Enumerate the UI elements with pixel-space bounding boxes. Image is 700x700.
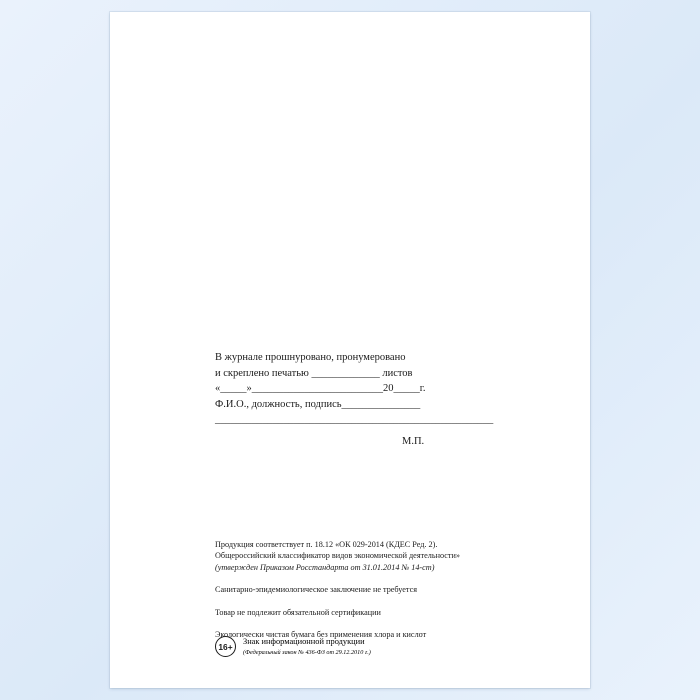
stamp-place-label: М.П. — [402, 436, 425, 447]
document-sheet — [110, 12, 590, 688]
attestation-line-5: _____________________________________________________ — [215, 414, 494, 425]
info-product-mark — [215, 636, 371, 657]
attestation-line-3: «_____»_________________________20_____г. — [215, 383, 426, 394]
info-product-mark-subtitle: (Федеральный закон № 436-ФЗ от 29.12.2010 г.) — [243, 649, 371, 656]
legal-paragraph-3: Товар не подлежит обязательной сертификации — [215, 607, 381, 617]
attestation-line-1: В журнале прошнуровано, пронумеровано — [215, 352, 406, 363]
legal-paragraph-2: Санитарно-эпидемиологическое заключение не требуется — [215, 585, 417, 595]
legal-paragraph-1 — [215, 539, 555, 573]
legal-paragraph-4: Экологически чистая бумага без применения хлора и кислот — [215, 630, 427, 640]
legal-paragraph-1-line-3: (утвержден Приказом Росстандарта от 31.01.2014 № 14-ст) — [215, 562, 435, 572]
attestation-line-4: Ф.И.О., должность, подпись_______________ — [215, 398, 421, 410]
legal-notes-block — [215, 539, 555, 640]
legal-paragraph-1-line-2: Общероссийский классификатор видов экономической деятельности» — [215, 551, 460, 561]
info-product-mark-text — [243, 636, 371, 657]
attestation-line-2: и скреплено печатью _____________ листов — [215, 367, 413, 379]
info-product-mark-title: Знак информационной продукции — [243, 637, 365, 646]
age-rating-badge-icon: 16+ — [215, 636, 236, 657]
document-content — [110, 12, 590, 688]
attestation-block — [215, 350, 545, 428]
legal-paragraph-1-line-1: Продукция соответствует п. 18.12 «ОК 029-2014 (КДЕС Ред. 2). — [215, 540, 438, 549]
